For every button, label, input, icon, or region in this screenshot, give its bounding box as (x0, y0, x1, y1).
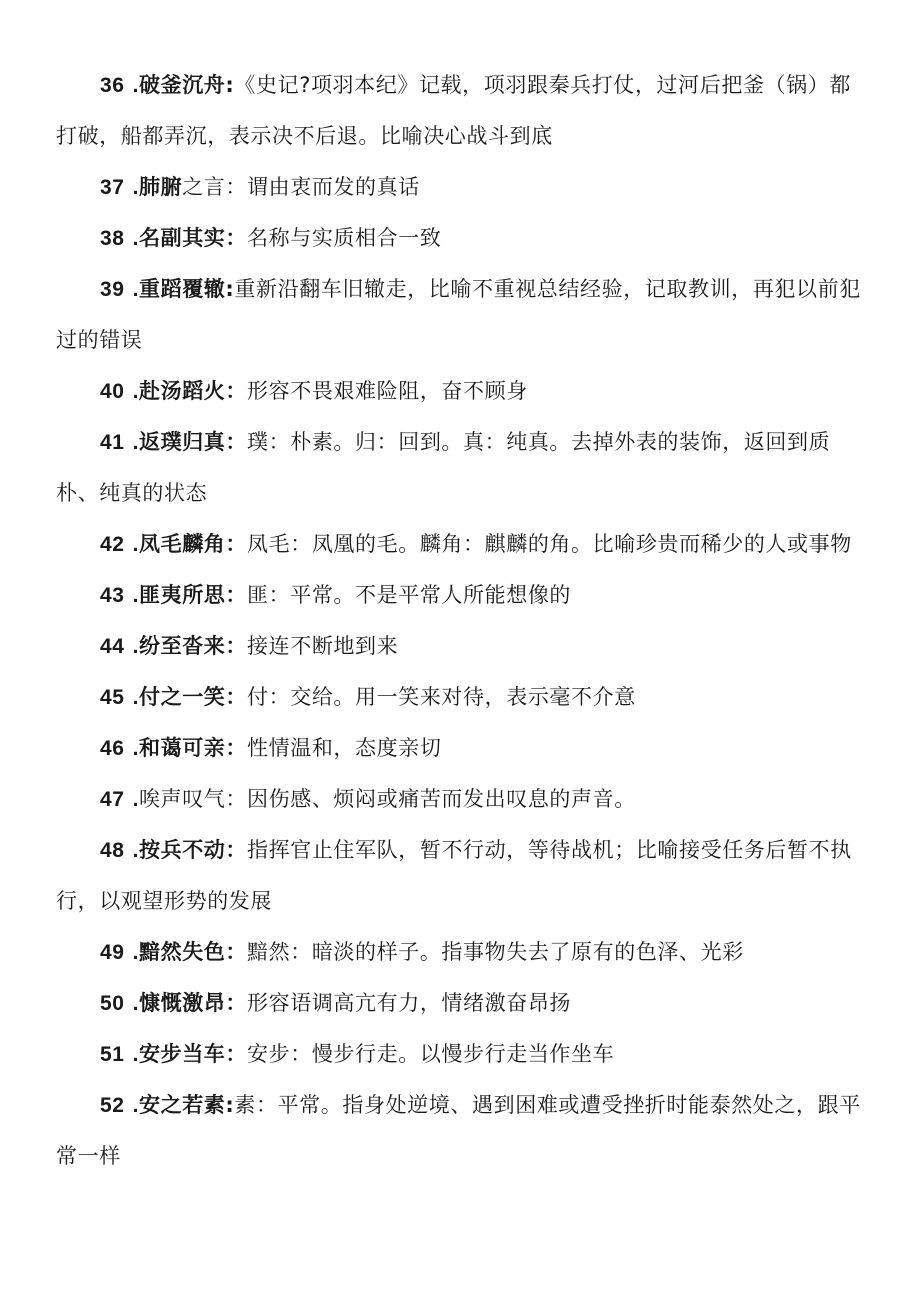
idiom-entry (56, 774, 870, 825)
term-separator: ： (225, 226, 248, 250)
idiom-definition: 璞：朴素。归：回到。真：纯真。去掉外表的装饰，返回到质朴、纯真的状态 (56, 430, 831, 505)
term-separator: ： (225, 583, 248, 607)
entry-dot: . (132, 431, 139, 454)
idiom-entry (56, 1080, 870, 1182)
term-separator: ： (225, 1042, 248, 1066)
term-separator: ： (225, 430, 248, 454)
entry-number: 50 (100, 992, 125, 1015)
term-separator: ： (225, 787, 248, 811)
idiom-term: 赴汤蹈火 (139, 379, 226, 403)
idiom-entry (56, 570, 870, 621)
idiom-term: 肺腑 (139, 175, 183, 199)
entry-number: 42 (100, 533, 125, 556)
idiom-entry (56, 60, 870, 162)
entry-number: 40 (100, 380, 125, 403)
idiom-definition: 因伤感、烦闷或痛苦而发出叹息的声音。 (247, 787, 636, 811)
entry-dot: . (132, 686, 139, 709)
idiom-entry (56, 366, 870, 417)
idiom-term: 安之若素 (139, 1093, 226, 1117)
idiom-definition: 名称与实质相合一致 (247, 226, 442, 250)
idiom-entry (56, 519, 870, 570)
term-separator: ： (225, 379, 248, 403)
idiom-entry (56, 1029, 870, 1080)
entry-number: 37 (100, 176, 125, 199)
entry-number: 45 (100, 686, 125, 709)
idiom-definition: 凤毛：凤凰的毛。麟角：麒麟的角。比喻珍贵而稀少的人或事物 (247, 532, 852, 556)
entry-dot: . (132, 788, 139, 811)
idiom-term: 匪夷所思 (139, 583, 226, 607)
idiom-term: 安步当车 (139, 1042, 226, 1066)
idiom-definition: 性情温和，态度亲切 (247, 736, 442, 760)
entry-dot: . (132, 227, 139, 250)
term-separator: : (225, 277, 235, 301)
idiom-term: 返璞归真 (139, 430, 226, 454)
entry-number: 44 (100, 635, 125, 658)
term-separator: ： (225, 736, 248, 760)
idiom-definition: 黯然：暗淡的样子。指事物失去了原有的色泽、光彩 (247, 940, 744, 964)
idiom-definition: 匪：平常。不是平常人所能想像的 (247, 583, 572, 607)
idiom-term: 黯然失色 (139, 940, 226, 964)
term-separator: ： (225, 634, 248, 658)
idiom-definition: 形容语调高亢有力，情绪激奋昂扬 (247, 991, 572, 1015)
idiom-definition: 接连不断地到来 (247, 634, 399, 658)
entry-dot: . (132, 635, 139, 658)
idiom-entry (56, 162, 870, 213)
term-separator: ： (225, 532, 248, 556)
idiom-entry (56, 621, 870, 672)
entry-dot: . (132, 992, 139, 1015)
idiom-definition: 付：交给。用一笑来对待，表示毫不介意 (247, 685, 636, 709)
idiom-definition: 形容不畏艰难险阻，奋不顾身 (247, 379, 528, 403)
entry-dot: . (132, 278, 139, 301)
idiom-entry (56, 723, 870, 774)
entry-number: 51 (100, 1043, 125, 1066)
idiom-term: 和蔼可亲 (139, 736, 226, 760)
entry-number: 43 (100, 584, 125, 607)
entry-number: 52 (100, 1094, 125, 1117)
idiom-entry (56, 825, 870, 927)
entry-number: 39 (100, 278, 125, 301)
entry-dot: . (132, 584, 139, 607)
idiom-term: 按兵不动 (139, 838, 226, 862)
entry-dot: . (132, 176, 139, 199)
entry-number: 46 (100, 737, 125, 760)
idiom-term: 纷至沓来 (139, 634, 226, 658)
idiom-definition: 重新沿翻车旧辙走，比喻不重视总结经验，记取教训，再犯以前犯过的错误 (56, 277, 861, 352)
term-separator: ： (225, 991, 248, 1015)
entry-number: 49 (100, 941, 125, 964)
term-suffix: 之言： (182, 175, 248, 199)
term-separator: : (225, 73, 235, 97)
entry-dot: . (132, 1043, 139, 1066)
entry-number: 48 (100, 839, 125, 862)
idiom-definition: 《史记?项羽本纪》记载，项羽跟秦兵打仗，过河后把釜（锅）都打破，船都弄沉，表示决不后退。比喻决心战斗到底 (56, 73, 851, 148)
term-separator: ： (225, 838, 248, 862)
entry-dot: . (132, 839, 139, 862)
idiom-term: 唉声叹气 (139, 787, 226, 811)
entry-dot: . (132, 74, 139, 97)
idiom-entry (56, 978, 870, 1029)
idiom-entry (56, 417, 870, 519)
idiom-definition: 指挥官止住军队，暂不行动，等待战机；比喻接受任务后暂不执行，以观望形势的发展 (56, 838, 852, 913)
entry-dot: . (132, 380, 139, 403)
idiom-definition: 素：平常。指身处逆境、遇到困难或遭受挫折时能泰然处之，跟平常一样 (56, 1093, 861, 1168)
entry-number: 36 (100, 74, 125, 97)
idiom-entry (56, 672, 870, 723)
entry-dot: . (132, 941, 139, 964)
idiom-term: 破釜沉舟 (139, 73, 226, 97)
idiom-entry (56, 927, 870, 978)
entry-dot: . (132, 533, 139, 556)
entry-dot: . (132, 1094, 139, 1117)
idiom-definition: 安步：慢步行走。以慢步行走当作坐车 (247, 1042, 615, 1066)
entry-number: 38 (100, 227, 125, 250)
idiom-term: 慷慨激昂 (139, 991, 226, 1015)
idiom-definition: 谓由衷而发的真话 (247, 175, 420, 199)
term-separator: ： (225, 685, 248, 709)
idiom-list (56, 60, 870, 1182)
term-separator: : (225, 1093, 235, 1117)
entry-number: 41 (100, 431, 125, 454)
entry-dot: . (132, 737, 139, 760)
term-separator: ： (225, 940, 248, 964)
idiom-term: 凤毛麟角 (139, 532, 226, 556)
idiom-entry (56, 213, 870, 264)
idiom-term: 重蹈覆辙 (139, 277, 226, 301)
idiom-entry (56, 264, 870, 366)
entry-number: 47 (100, 788, 125, 811)
idiom-term: 名副其实 (139, 226, 226, 250)
idiom-term: 付之一笑 (139, 685, 226, 709)
